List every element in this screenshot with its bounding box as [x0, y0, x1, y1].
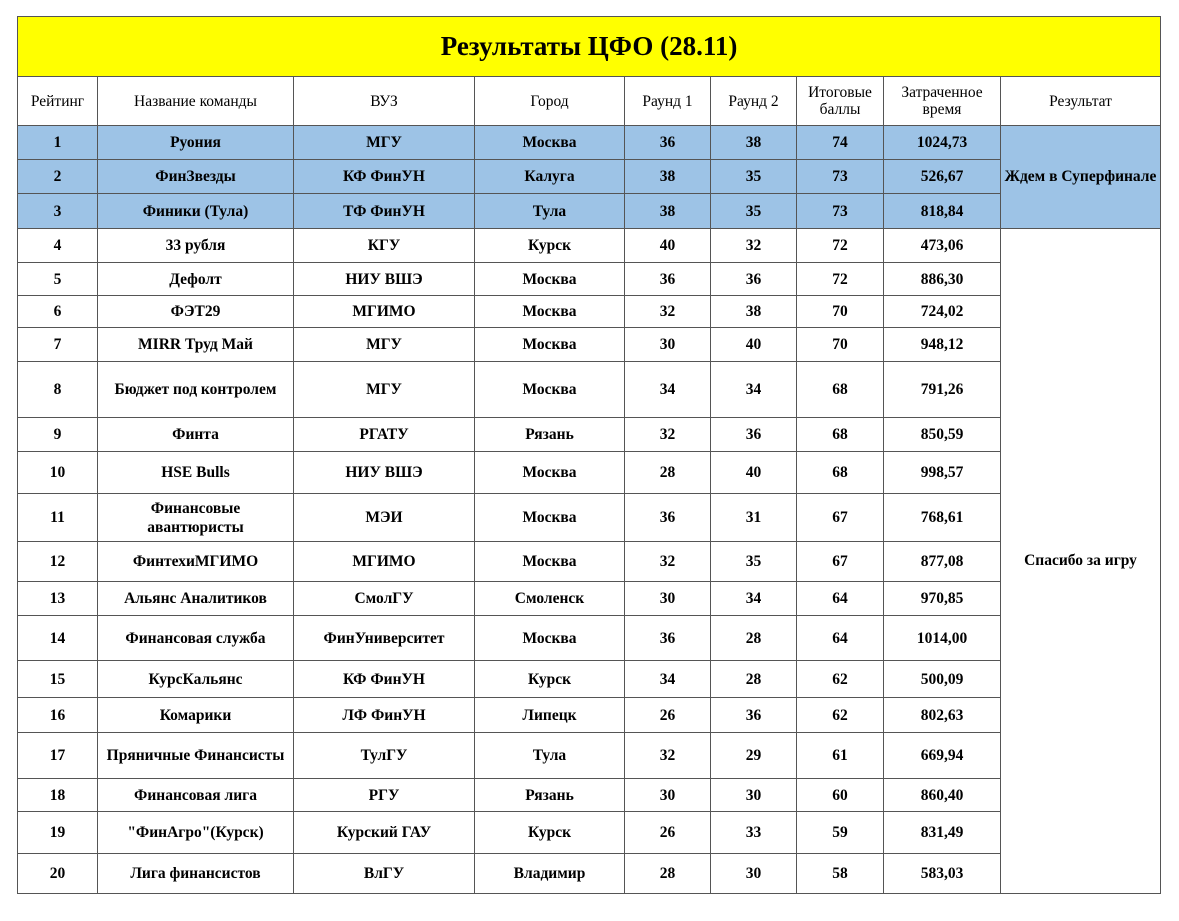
round1-cell: 32 [625, 733, 711, 779]
rank-cell: 19 [18, 812, 98, 854]
round2-cell: 35 [711, 160, 797, 194]
round1-cell: 32 [625, 542, 711, 582]
time-cell: 860,40 [884, 779, 1001, 812]
city-cell: Москва [475, 494, 625, 542]
team-cell: ФинЗвезды [98, 160, 294, 194]
table-row [18, 296, 1161, 328]
round2-cell: 35 [711, 542, 797, 582]
table-row [18, 661, 1161, 698]
table-row [18, 494, 1161, 542]
university-cell: ТФ ФинУН [294, 194, 475, 229]
rank-cell: 18 [18, 779, 98, 812]
university-cell: МГУ [294, 126, 475, 160]
round2-cell: 36 [711, 418, 797, 452]
total-cell: 74 [797, 126, 884, 160]
time-cell: 886,30 [884, 263, 1001, 296]
table-row [18, 229, 1161, 263]
city-cell: Москва [475, 542, 625, 582]
round2-cell: 28 [711, 616, 797, 661]
round2-cell: 36 [711, 698, 797, 733]
time-cell: 818,84 [884, 194, 1001, 229]
round2-header: Раунд 2 [711, 77, 797, 126]
team-cell: HSE Bulls [98, 452, 294, 494]
time-cell: 768,61 [884, 494, 1001, 542]
table-row [18, 126, 1161, 160]
round2-cell: 29 [711, 733, 797, 779]
team-header: Название команды [98, 77, 294, 126]
time-cell: 948,12 [884, 328, 1001, 362]
total-cell: 64 [797, 616, 884, 661]
city-cell: Москва [475, 452, 625, 494]
total-cell: 73 [797, 160, 884, 194]
rank-cell: 16 [18, 698, 98, 733]
time-cell: 970,85 [884, 582, 1001, 616]
results-sheet [17, 16, 1160, 894]
rank-cell: 3 [18, 194, 98, 229]
time-cell: 583,03 [884, 854, 1001, 894]
time-cell: 669,94 [884, 733, 1001, 779]
total-cell: 68 [797, 418, 884, 452]
round1-cell: 30 [625, 582, 711, 616]
rank-cell: 11 [18, 494, 98, 542]
team-cell: КурсКальянс [98, 661, 294, 698]
total-cell: 70 [797, 328, 884, 362]
university-cell: МЭИ [294, 494, 475, 542]
rank-header: Рейтинг [18, 77, 98, 126]
round1-cell: 34 [625, 661, 711, 698]
round1-cell: 40 [625, 229, 711, 263]
round2-cell: 33 [711, 812, 797, 854]
total-header: Итоговые баллы [797, 77, 884, 126]
table-row [18, 328, 1161, 362]
table-row [18, 733, 1161, 779]
city-cell: Смоленск [475, 582, 625, 616]
round1-cell: 32 [625, 418, 711, 452]
university-cell: ЛФ ФинУН [294, 698, 475, 733]
result-cell: Спасибо за игру [1001, 229, 1161, 894]
round2-cell: 30 [711, 854, 797, 894]
table-row [18, 616, 1161, 661]
round1-cell: 32 [625, 296, 711, 328]
team-cell: "ФинАгро"(Курск) [98, 812, 294, 854]
university-cell: МГИМО [294, 296, 475, 328]
round2-cell: 35 [711, 194, 797, 229]
city-cell: Курск [475, 661, 625, 698]
result-cell: Ждем в Суперфинале [1001, 126, 1161, 229]
rank-cell: 14 [18, 616, 98, 661]
university-cell: РГУ [294, 779, 475, 812]
city-cell: Курск [475, 229, 625, 263]
total-cell: 70 [797, 296, 884, 328]
round1-cell: 38 [625, 194, 711, 229]
team-cell: MIRR Труд Май [98, 328, 294, 362]
rank-cell: 10 [18, 452, 98, 494]
time-header: Затраченное время [884, 77, 1001, 126]
city-cell: Тула [475, 733, 625, 779]
round2-cell: 40 [711, 328, 797, 362]
title-row [18, 17, 1161, 77]
round1-cell: 34 [625, 362, 711, 418]
time-cell: 877,08 [884, 542, 1001, 582]
rank-cell: 17 [18, 733, 98, 779]
university-cell: СмолГУ [294, 582, 475, 616]
time-cell: 1014,00 [884, 616, 1001, 661]
header-row [18, 77, 1161, 126]
university-cell: ВлГУ [294, 854, 475, 894]
city-cell: Рязань [475, 418, 625, 452]
team-cell: Лига финансистов [98, 854, 294, 894]
university-header: ВУЗ [294, 77, 475, 126]
table-row [18, 418, 1161, 452]
team-cell: Финики (Тула) [98, 194, 294, 229]
university-cell: Курский ГАУ [294, 812, 475, 854]
university-cell: РГАТУ [294, 418, 475, 452]
university-cell: МГУ [294, 362, 475, 418]
team-cell: ФЭТ29 [98, 296, 294, 328]
round2-cell: 31 [711, 494, 797, 542]
rank-cell: 9 [18, 418, 98, 452]
city-cell: Москва [475, 328, 625, 362]
round1-cell: 30 [625, 779, 711, 812]
rank-cell: 13 [18, 582, 98, 616]
total-cell: 73 [797, 194, 884, 229]
table-row [18, 362, 1161, 418]
total-cell: 64 [797, 582, 884, 616]
table-row [18, 160, 1161, 194]
total-cell: 72 [797, 229, 884, 263]
round1-cell: 36 [625, 494, 711, 542]
table-row [18, 779, 1161, 812]
team-cell: 33 рубля [98, 229, 294, 263]
total-cell: 72 [797, 263, 884, 296]
time-cell: 831,49 [884, 812, 1001, 854]
table-row [18, 812, 1161, 854]
round1-cell: 38 [625, 160, 711, 194]
result-header: Результат [1001, 77, 1161, 126]
round2-cell: 30 [711, 779, 797, 812]
city-cell: Калуга [475, 160, 625, 194]
page-title: Результаты ЦФО (28.11) [18, 17, 1161, 77]
team-cell: Финансовая служба [98, 616, 294, 661]
round1-cell: 36 [625, 616, 711, 661]
rank-cell: 6 [18, 296, 98, 328]
time-cell: 802,63 [884, 698, 1001, 733]
round1-header: Раунд 1 [625, 77, 711, 126]
table-row [18, 582, 1161, 616]
city-cell: Липецк [475, 698, 625, 733]
team-cell: Финансовая лига [98, 779, 294, 812]
university-cell: МГИМО [294, 542, 475, 582]
university-cell: МГУ [294, 328, 475, 362]
team-cell: Финта [98, 418, 294, 452]
round2-cell: 38 [711, 126, 797, 160]
total-cell: 60 [797, 779, 884, 812]
round1-cell: 30 [625, 328, 711, 362]
round2-cell: 40 [711, 452, 797, 494]
round1-cell: 26 [625, 812, 711, 854]
team-cell: Бюджет под контролем [98, 362, 294, 418]
total-cell: 68 [797, 362, 884, 418]
rank-cell: 1 [18, 126, 98, 160]
table-row [18, 194, 1161, 229]
total-cell: 67 [797, 542, 884, 582]
rank-cell: 7 [18, 328, 98, 362]
university-cell: НИУ ВШЭ [294, 263, 475, 296]
round1-cell: 36 [625, 126, 711, 160]
round2-cell: 34 [711, 582, 797, 616]
time-cell: 791,26 [884, 362, 1001, 418]
round1-cell: 36 [625, 263, 711, 296]
team-cell: Альянс Аналитиков [98, 582, 294, 616]
time-cell: 1024,73 [884, 126, 1001, 160]
rank-cell: 4 [18, 229, 98, 263]
city-cell: Рязань [475, 779, 625, 812]
total-cell: 62 [797, 661, 884, 698]
total-cell: 62 [797, 698, 884, 733]
round2-cell: 34 [711, 362, 797, 418]
round1-cell: 28 [625, 452, 711, 494]
total-cell: 58 [797, 854, 884, 894]
university-cell: КФ ФинУН [294, 661, 475, 698]
total-cell: 59 [797, 812, 884, 854]
table-row [18, 263, 1161, 296]
rank-cell: 12 [18, 542, 98, 582]
rank-cell: 8 [18, 362, 98, 418]
round2-cell: 32 [711, 229, 797, 263]
results-table [17, 16, 1161, 894]
team-cell: Дефолт [98, 263, 294, 296]
round2-cell: 36 [711, 263, 797, 296]
time-cell: 998,57 [884, 452, 1001, 494]
city-cell: Курск [475, 812, 625, 854]
city-cell: Москва [475, 362, 625, 418]
city-cell: Москва [475, 126, 625, 160]
round2-cell: 38 [711, 296, 797, 328]
university-cell: ТулГУ [294, 733, 475, 779]
city-cell: Тула [475, 194, 625, 229]
time-cell: 724,02 [884, 296, 1001, 328]
table-row [18, 854, 1161, 894]
team-cell: Пряничные Финансисты [98, 733, 294, 779]
time-cell: 850,59 [884, 418, 1001, 452]
rank-cell: 15 [18, 661, 98, 698]
team-cell: ФинтехиМГИМО [98, 542, 294, 582]
city-cell: Москва [475, 616, 625, 661]
team-cell: Руония [98, 126, 294, 160]
time-cell: 473,06 [884, 229, 1001, 263]
table-row [18, 452, 1161, 494]
total-cell: 68 [797, 452, 884, 494]
round2-cell: 28 [711, 661, 797, 698]
rank-cell: 5 [18, 263, 98, 296]
rank-cell: 20 [18, 854, 98, 894]
time-cell: 526,67 [884, 160, 1001, 194]
university-cell: КФ ФинУН [294, 160, 475, 194]
total-cell: 61 [797, 733, 884, 779]
rank-cell: 2 [18, 160, 98, 194]
city-cell: Москва [475, 296, 625, 328]
time-cell: 500,09 [884, 661, 1001, 698]
city-header: Город [475, 77, 625, 126]
table-row [18, 542, 1161, 582]
round1-cell: 26 [625, 698, 711, 733]
team-cell: Финансовые авантюристы [98, 494, 294, 542]
round1-cell: 28 [625, 854, 711, 894]
city-cell: Москва [475, 263, 625, 296]
university-cell: НИУ ВШЭ [294, 452, 475, 494]
university-cell: ФинУниверситет [294, 616, 475, 661]
total-cell: 67 [797, 494, 884, 542]
team-cell: Комарики [98, 698, 294, 733]
table-body [18, 126, 1161, 894]
university-cell: КГУ [294, 229, 475, 263]
table-row [18, 698, 1161, 733]
city-cell: Владимир [475, 854, 625, 894]
